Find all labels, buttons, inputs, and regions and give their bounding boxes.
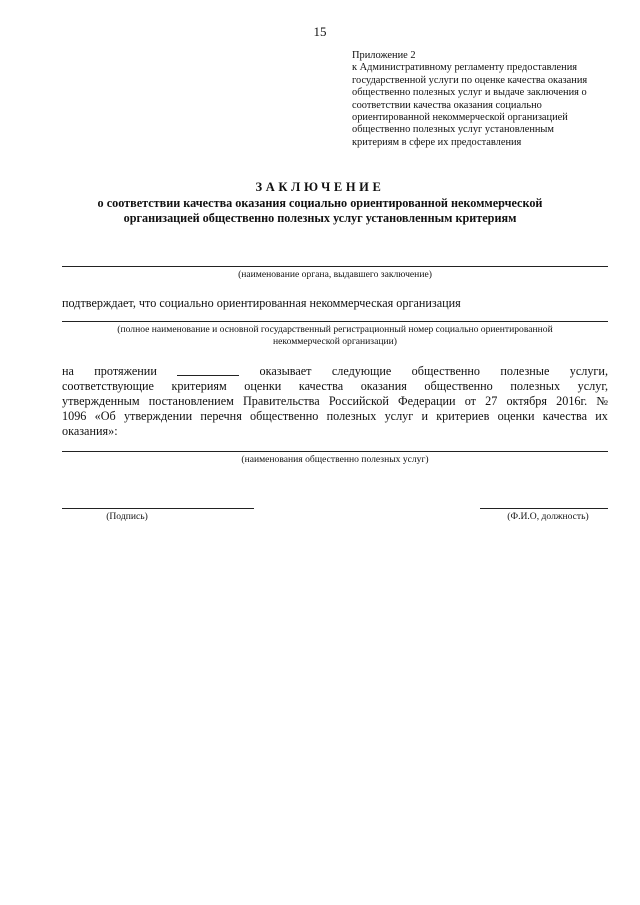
word: качества <box>298 379 344 393</box>
organization-name-caption <box>62 324 608 348</box>
word: октября <box>506 394 547 408</box>
word: услуги, <box>569 364 608 378</box>
appendix-line: государственной услуги по оценке качества оказания <box>352 74 588 86</box>
word: общественно <box>424 379 493 393</box>
word: от <box>464 394 476 408</box>
appendix-header <box>352 50 614 149</box>
word: 2016г. <box>556 394 588 408</box>
word: полезные <box>500 364 550 378</box>
word: утверждении <box>123 409 193 423</box>
fio-position-field[interactable] <box>480 508 608 509</box>
word: протяжении <box>94 364 157 378</box>
word: на <box>62 364 74 378</box>
word: оказания <box>360 379 407 393</box>
appendix-line: критериям в сфере их предоставления <box>352 136 522 148</box>
word: утвержденным <box>62 394 140 408</box>
word: 27 <box>485 394 498 408</box>
period-blank-field[interactable] <box>177 364 239 376</box>
word: их <box>595 409 608 423</box>
word: критериев <box>436 409 490 423</box>
word: постановлением <box>148 394 234 408</box>
caption-line: некоммерческой организации) <box>273 336 397 347</box>
subtitle-line: о соответствии качества оказания социально ориентированной некоммерческой <box>97 196 543 210</box>
word: полезных <box>326 409 377 423</box>
signature-field[interactable] <box>62 508 254 509</box>
appendix-line: Приложение 2 <box>352 50 416 61</box>
word: качества <box>542 409 588 423</box>
document-subtitle <box>0 196 640 226</box>
word: услуг, <box>577 379 608 393</box>
issuing-body-caption: (наименование органа, выдавшего заключение) <box>238 269 432 280</box>
word: общественно <box>250 409 319 423</box>
appendix-line: общественно полезных услуг установленным <box>352 124 554 136</box>
paragraph-row-4 <box>62 409 608 424</box>
word: Российской <box>328 394 389 408</box>
word: Правительства <box>242 394 320 408</box>
paragraph-row-3 <box>62 394 608 409</box>
word: и <box>421 409 429 423</box>
services-paragraph <box>62 364 608 439</box>
services-caption: (наименования общественно полезных услуг) <box>241 454 429 465</box>
subtitle-line: организацией общественно полезных услуг установленным критериям <box>123 211 517 225</box>
signature-caption: (Подпись) <box>106 511 148 522</box>
appendix-line: общественно полезных услуг и выдаче заключения о <box>352 87 587 99</box>
word: № <box>596 394 608 408</box>
word: Федерации <box>398 394 456 408</box>
appendix-line: к Административному регламенту предоставления <box>352 62 578 74</box>
word: перечня <box>200 409 242 423</box>
appendix-line: соответствии качества оказания социально <box>352 99 542 111</box>
word: 1096 <box>62 409 87 423</box>
issuing-body-field[interactable] <box>62 266 608 267</box>
word: критериям <box>171 379 227 393</box>
document-title: ЗАКЛЮЧЕНИЕ <box>255 180 385 194</box>
organization-name-field[interactable] <box>62 321 608 322</box>
appendix-line: ориентированной некоммерческой организацией <box>352 112 568 124</box>
word: полезных <box>510 379 561 393</box>
word: оценки <box>497 409 535 423</box>
paragraph-row-1 <box>62 364 608 379</box>
fio-position-caption: (Ф.И.О, должность) <box>507 511 589 522</box>
word: общественно <box>411 364 481 378</box>
caption-line: (полное наименование и основной государственный регистрационный номер социально ориентированной <box>117 324 553 335</box>
word: «Об <box>94 409 116 423</box>
paragraph-row-5: оказания»: <box>62 424 118 438</box>
word: следующие <box>331 364 392 378</box>
word: услуг <box>384 409 414 423</box>
page-number: 15 <box>313 24 327 39</box>
word: оказывает <box>259 364 312 378</box>
word: соответствующие <box>62 379 154 393</box>
word: оценки <box>244 379 282 393</box>
confirms-text: подтверждает, что социально ориентированная некоммерческая организация <box>62 296 461 310</box>
paragraph-row-2 <box>62 379 608 394</box>
services-field[interactable] <box>62 451 608 452</box>
